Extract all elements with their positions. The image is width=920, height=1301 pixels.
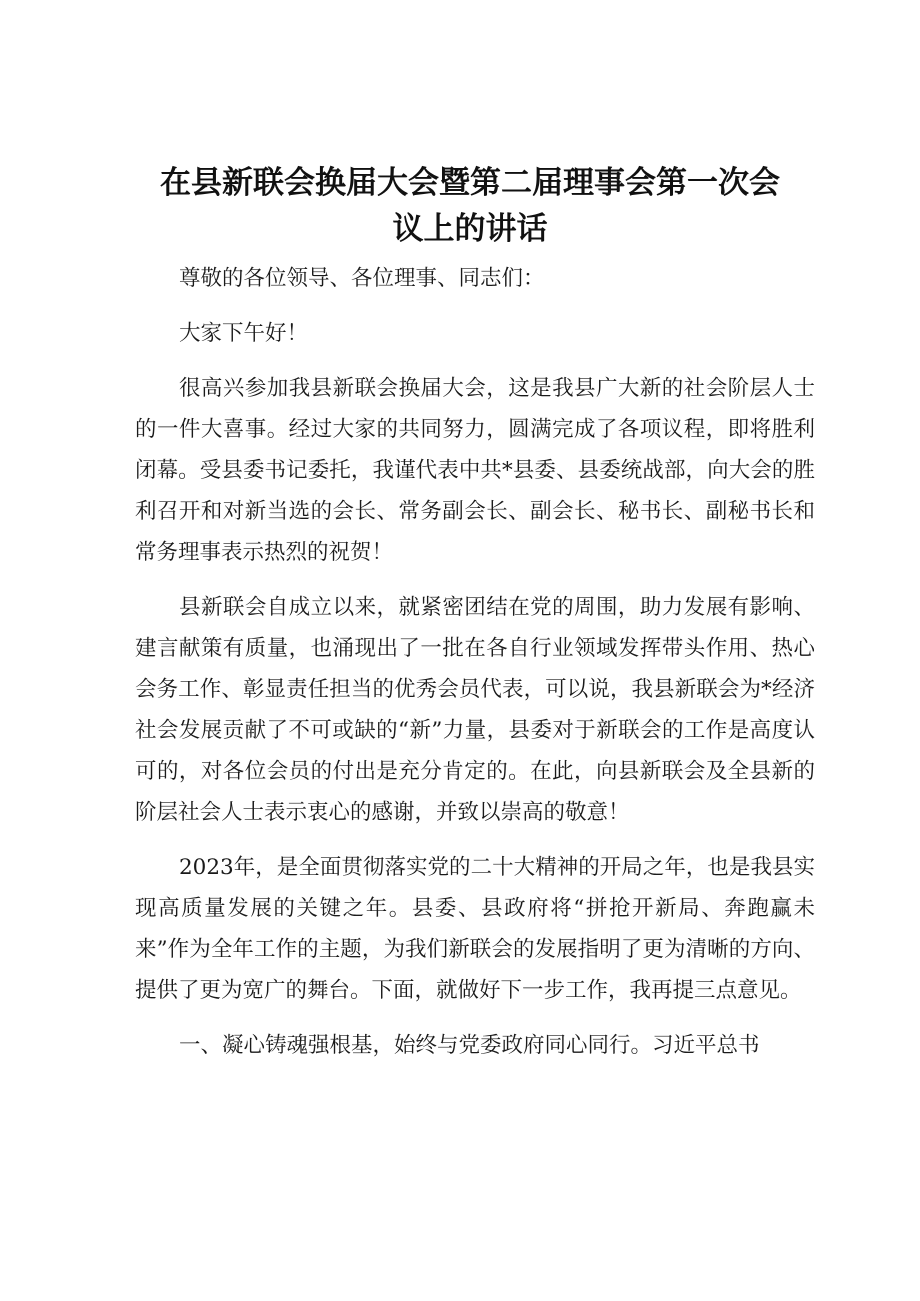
body-paragraph: 县新联会自成立以来，就紧密团结在党的周围，助力发展有影响、建言献策有质量，也涌现出了一批在各自行业领域发挥带头作用、热心会务工作、彰显责任担当的优秀会员代表，可以说，我县新联会为*经济社会发展贡献了不可或缺的“新”力量，县委对于新联会的工作是高度认可的，对各位会员的付出是充分肯定的。在此，向县新联会及全县新的阶层社会人士表示衷心的感谢，并致以崇高的敬意！ bbox=[135, 595, 815, 825]
title-line-2: 议上的讲话 bbox=[392, 211, 548, 247]
document-title bbox=[120, 160, 820, 252]
document-body bbox=[135, 258, 815, 1080]
salutation: 尊敬的各位领导、各位理事、同志们： bbox=[179, 266, 545, 291]
body-paragraph: 很高兴参加我县新联会换届大会，这是我县广大新的社会阶层人士的一件大喜事。经过大家的共同努力，圆满完成了各项议程，即将胜利闭幕。受县委书记委托，我谨代表中共*县委、县委统战部，向大会的胜利召开和对新当选的会长、常务副会长、副会长、秘书长、副秘书长和常务理事表示热烈的祝贺！ bbox=[135, 376, 815, 565]
body-paragraph: 2023年，是全面贯彻落实党的二十大精神的开局之年，也是我县实现高质量发展的关键之年。县委、县政府将“拼抢开新局、奔跑赢未来”作为全年工作的主题，为我们新联会的发展指明了更为清晰的方向、提供了更为宽广的舞台。下面，就做好下一步工作，我再提三点意见。 bbox=[135, 855, 815, 1003]
title-line-1: 在县新联会换届大会暨第二届理事会第一次会 bbox=[160, 165, 780, 201]
greeting: 大家下午好！ bbox=[179, 321, 309, 346]
section-heading-paragraph: 一、凝心铸魂强根基，始终与党委政府同心同行。习近平总书 bbox=[179, 1033, 760, 1058]
